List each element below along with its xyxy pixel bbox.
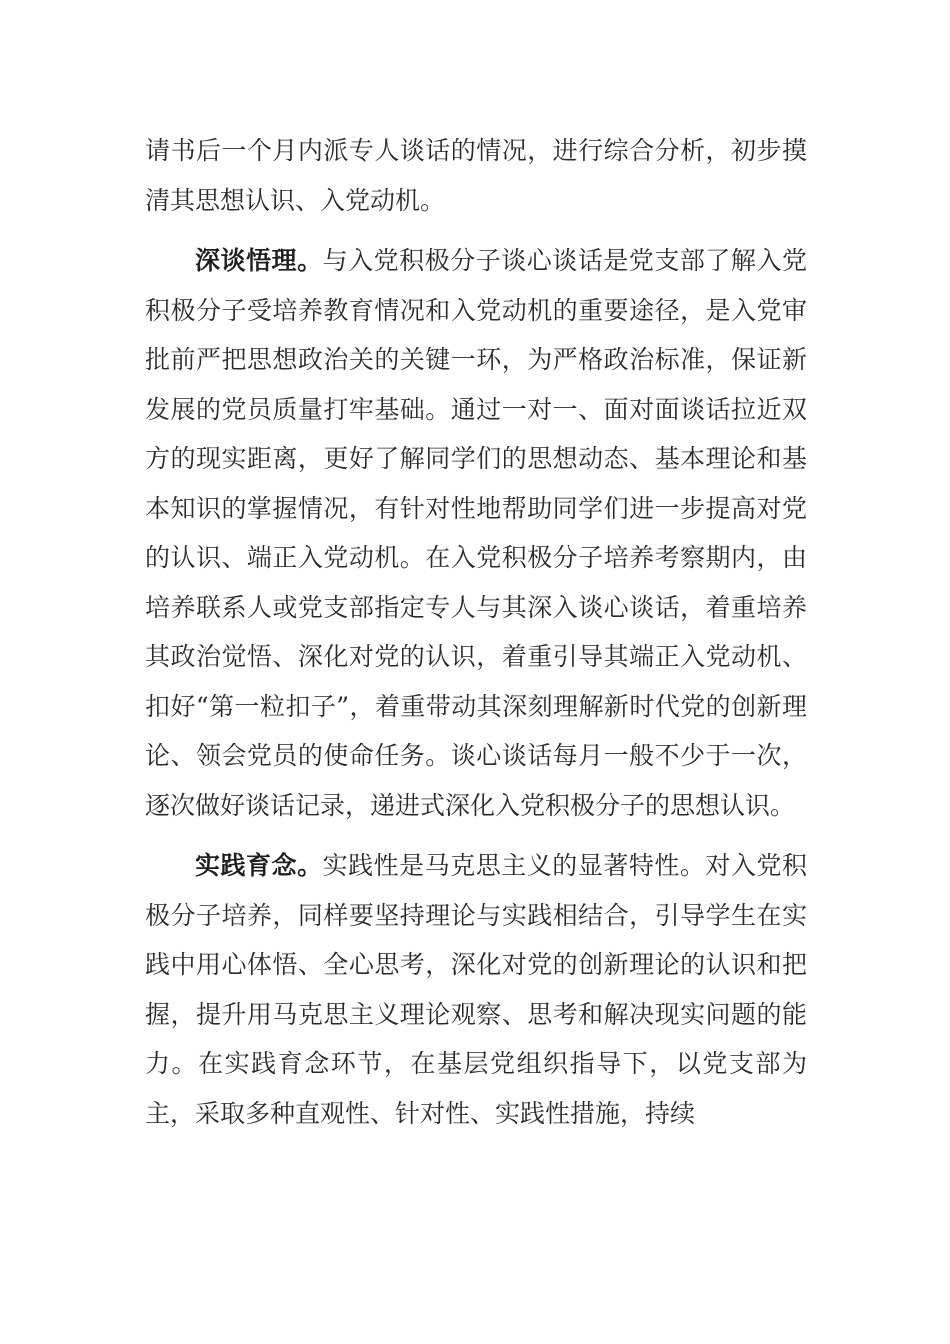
paragraph-practice: [145, 841, 807, 1138]
paragraph-text: 请书后一个月内派专人谈话的情况，进行综合分析，初步摸清其思想认识、入党动机。: [145, 136, 807, 215]
document-body: [145, 126, 807, 1149]
paragraph-heading: 深谈悟理。: [195, 246, 323, 275]
paragraph-deep-talk: [145, 236, 807, 830]
paragraph-text: 实践性是马克思主义的显著特性。对入党积极分子培养，同样要坚持理论与实践相结合，引导学生在实践中用心体悟、全心思考，深化对党的创新理论的认识和把握，提升用马克思主义理论观察、思考和解决现实问题的能力。在实践育念环节，在基层党组织指导下，以党支部为主，采取多种直观性、针对性、实践性措施，持续: [145, 851, 807, 1128]
paragraph-heading: 实践育念。: [195, 851, 323, 880]
paragraph-text: 与入党积极分子谈心谈话是党支部了解入党积极分子受培养教育情况和入党动机的重要途径，是入党审批前严把思想政治关的关键一环，为严格政治标准，保证新发展的党员质量打牢基础。通过一对一、面对面谈话拉近双方的现实距离，更好了解同学们的思想动态、基本理论和基本知识的掌握情况，有针对性地帮助同学们进一步提高对党的认识、端正入党动机。在入党积极分子培养考察期内，由培养联系人或党支部指定专人与其深入谈心谈话，着重培养其政治觉悟、深化对党的认识，着重引导其端正入党动机、扣好“第一粒扣子”，着重带动其深刻理解新时代党的创新理论、领会党员的使命任务。谈心谈话每月一般不少于一次，逐次做好谈话记录，递进式深化入党积极分子的思想认识。: [145, 246, 807, 820]
paragraph-continuation: [145, 126, 807, 225]
